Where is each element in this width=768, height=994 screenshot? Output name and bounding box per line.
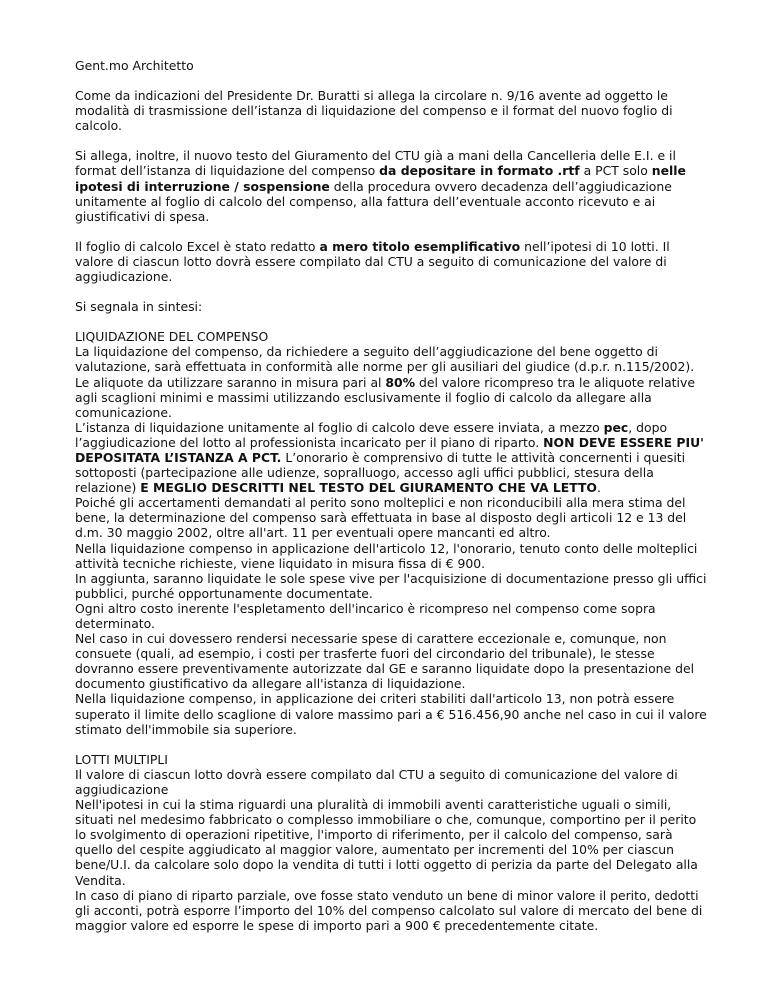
- section-heading-liquidazione: LIQUIDAZIONE DEL COMPENSO: [75, 329, 269, 345]
- section-heading-lotti: LOTTI MULTIPLI: [75, 751, 168, 767]
- paragraph-sintesi: Si segnala in sintesi:: [75, 299, 203, 315]
- salutation: Gent.mo Architetto: [75, 58, 194, 73]
- bold-pec: pec: [603, 419, 629, 435]
- bold-non-deve: NON DEVE ESSERE PIU' DEPOSITATA L’ISTANZA A PCT.: [75, 434, 704, 465]
- bold-percent: 80%: [385, 374, 416, 390]
- section-liquidazione: LIQUIDAZIONE DEL COMPENSO La liquidazione del compenso, da richiedere a seguito dell’aggiudicazione del bene oggetto di valutazione, sarà effettuata in conformità alle norme per gli ausiliari del giudice (d.p.r. n.115/2002). Le aliquote da utilizzare saranno in misura pari al 80% del valore ricompreso tra le aliquote relative agli scaglioni minimi e massimi utilizzando esclusivamente il foglio di calcolo da allegare alla comunicazione. L’istanza di liquidazione unitamente al foglio di calcolo deve essere inviata, a mezzo pec, dopo l’aggiudicazione del lotto al professionista incaricato per il piano di riparto. NON DEVE ESSERE PIU' DEPOSITATA L’ISTANZA A PCT. L’onorario è comprensivo di tutte le attività concernenti i quesiti sottoposti (partecipazione alle udienze, sopralluogo, accesso agli uffici pubblici, stesura della relazione) E MEGLIO DESCRITTI NEL TESTO DEL GIURAMENTO CHE VA LETTO. Poiché gli accertamenti demandati al perito sono molteplici e non riconducibili alla mera stima del bene, la determinazione del compenso sarà effettuata in base al disposto degli articoli 12 e 13 del d.m. 30 maggio 2002, oltre all'art. 11 per eventuali opere mancanti ed altro. Nella liquidazione compenso in applicazione dell'articolo 12, l'onorario, tenuto conto delle molteplici attività tecniche richieste, viene liquidato in misura fissa di € 900. In aggiunta, saranno liquidate le sole spese vive per l'acquisizione di documentazione presso gli uffici pubblici, purché opportunamente documentate. Ogni altro costo inerente l'espletamento dell'incarico è ricompreso nel compenso come sopra determinato. Nel caso in cui dovessero rendersi necessarie spese di carattere eccezionale e, comunque, non consuete (quali, ad esempio, i costi per trasferte fuori del circondario del tribunale), le stesse dovranno essere preventivamente autorizzate dal GE e saranno liquidate dopo la presentazione del documento giustificativo da allegare all'istanza di liquidazione. Nella liquidazione compenso, in applicazione dei criteri stabiliti dall'articolo 13, non potrà essere superato il limite dello scaglione di valore massimo pari a € 516.456,90 anche nel caso in cui il valore stimato dell'immobile sia superiore.: [75, 329, 707, 737]
- bold-interruzione: nelle ipotesi di interruzione / sospensione: [75, 163, 686, 194]
- bold-esemplificativo: a mero titolo esemplificativo: [319, 238, 521, 254]
- paragraph-giuramento: Si allega, inoltre, il nuovo testo del Giuramento del CTU già a mani della Cancelleria delle E.I. e il format dell’istanza di liquidazione del compenso da depositare in formato .rtf a PCT solo nelle ipotesi di interruzione / sospensione della procedura ovvero decadenza dell’aggiudicazione unitamente al foglio di calcolo del compenso, alla fattura dell’eventuale acconto ricevuto e ai giustificativi di spesa.: [75, 148, 686, 224]
- section-lotti-multipli: LOTTI MULTIPLI Il valore di ciascun lotto dovrà essere compilato dal CTU a seguito di comunicazione del valore di aggiudicazione Nell'ipotesi in cui la stima riguardi una pluralità di immobili aventi caratteristiche uguali o simili, situati nel medesimo fabbricato o complesso immobiliare o che, comunque, comportino per il perito lo svolgimento di operazioni ripetitive, l'importo di riferimento, per il calcolo del compenso, sarà quello del cespite aggiudicato al maggior valore, aumentato per incrementi del 10% per ciascun bene/U.I. da calcolare solo dopo la vendita di tutti i lotti oggetto di perizia da parte del Delegato alla Vendita. In caso di piano di riparto parziale, ove fosse stato venduto un bene di minor valore il perito, dedotti gli acconti, potrà esporre l’importo del 10% del compenso calcolato sul valore di mercato del bene di maggior valore ed esporre le spese di importo pari a 900 € precedentemente citate.: [75, 752, 708, 933]
- paragraph-circolare: Come da indicazioni del Presidente Dr. Buratti si allega la circolare n. 9/16 avente ad oggetto le modalità di trasmissione dell’istanza di liquidazione del compenso e il format del nuovo foglio di calcolo.: [75, 88, 673, 134]
- paragraph-foglio-excel: Il foglio di calcolo Excel è stato redatto a mero titolo esemplificativo nell’ipotesi di 10 lotti. Il valore di ciascun lotto dovrà essere compilato dal CTU a seguito di comunicazione del valore di aggiudicazione.: [75, 238, 670, 285]
- bold-giuramento: E MEGLIO DESCRITTI NEL TESTO DEL GIURAMENTO CHE VA LETTO: [140, 480, 597, 496]
- bold-rtf-format: da depositare in formato .rtf: [379, 163, 580, 179]
